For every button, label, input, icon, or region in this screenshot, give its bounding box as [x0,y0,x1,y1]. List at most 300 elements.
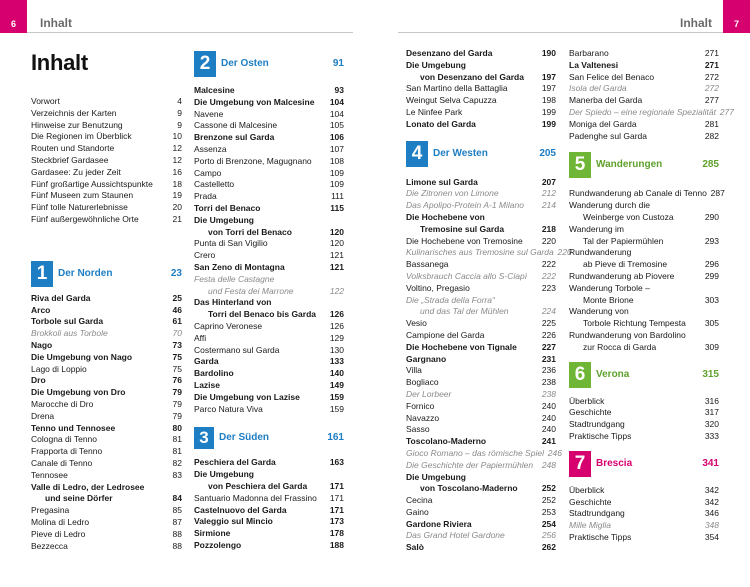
toc-entry[interactable] [194,380,344,392]
toc-entry[interactable] [31,131,182,143]
chapter-title: Der Süden [219,432,270,444]
toc-entry-label: Bezzecca [31,540,68,551]
toc-entry[interactable] [406,95,556,107]
toc-entry-label: Prada [194,191,217,202]
toc-entry-label: Gargnano [406,353,447,364]
toc-entry[interactable] [406,48,556,60]
toc-entry[interactable] [406,377,556,389]
toc-entry-label: Die Umgebung von Malcesine [194,96,315,107]
toc-entry[interactable] [406,507,556,519]
toc-entry[interactable] [194,215,344,227]
toc-entry-label: San Martino della Battaglia [406,83,508,94]
toc-entry[interactable] [31,316,182,328]
toc-entry[interactable] [406,330,556,342]
toc-entry[interactable] [31,364,182,376]
chapter-page: 315 [702,368,719,380]
toc-entry-page: 290 [704,211,719,222]
toc-entry[interactable] [31,387,182,399]
toc-entry-page: 82 [172,457,182,468]
toc-entry-page: 79 [172,387,182,398]
toc-entry[interactable] [406,436,556,448]
toc-entry[interactable] [406,495,556,507]
toc-entry[interactable] [406,306,556,318]
toc-entry[interactable] [406,354,556,366]
toc-entry[interactable] [569,60,719,72]
toc-entry-page: 296 [704,259,719,270]
toc-entry[interactable] [406,212,556,224]
toc-entry-page: 220 [541,235,556,246]
toc-entry-page: 140 [329,368,344,379]
toc-entry-page: 197 [541,83,556,94]
toc-entry[interactable] [194,540,344,552]
toc-entry-label: Das Grand Hotel Gardone [406,530,505,541]
toc-entry[interactable] [31,214,182,226]
toc-entry[interactable] [194,156,344,168]
chapter-page: 161 [327,432,344,444]
toc-entry-page: 46 [172,304,182,315]
toc-entry[interactable] [31,423,182,435]
toc-entry-page: 4 [177,96,182,106]
toc-entry-page: 212 [541,188,556,199]
toc-entry-label: Steckbrief Gardasee [31,154,109,165]
toc-entry-page: 87 [172,516,182,527]
toc-entry-label: Gaino [406,506,429,517]
toc-entry[interactable] [569,212,719,224]
toc-entry-label: Malcesine [194,85,235,95]
toc-entry-label: und Festa dei Marrone [208,285,294,296]
toc-entry[interactable] [406,177,556,189]
toc-entry-page: 109 [329,167,344,178]
toc-entry[interactable] [194,132,344,144]
toc-entry[interactable] [406,188,556,200]
toc-entry[interactable] [406,259,556,271]
toc-entry[interactable] [406,401,556,413]
toc-entry[interactable] [31,155,182,167]
toc-entry-label: Castelnuovo del Garda [194,504,287,515]
toc-entry-label: Stadtrundgang [569,508,625,519]
toc-entry-page: 231 [541,353,556,364]
toc-entry[interactable] [569,306,719,318]
toc-entry[interactable] [194,404,344,416]
toc-entry[interactable] [406,60,556,72]
toc-entry-page [164,482,182,494]
toc-entry[interactable] [406,295,556,307]
toc-entry[interactable] [31,202,182,214]
toc-entry[interactable] [31,482,182,494]
toc-entry[interactable] [194,297,344,309]
toc-entry[interactable] [194,109,344,121]
right-page-number: 7 [723,0,750,33]
toc-entry-page: 226 [541,329,556,340]
toc-entry-label: Caprino Veronese [194,320,263,331]
toc-entry[interactable] [31,470,182,482]
toc-entry-page [326,469,344,481]
toc-entry[interactable] [569,295,719,307]
toc-entry[interactable] [406,318,556,330]
toc-entry-label: Gardone Riviera [406,518,472,529]
toc-entry[interactable] [194,528,344,540]
toc-entry[interactable] [31,143,182,155]
toc-entry-page: 12 [172,143,182,154]
toc-entry-label: Lonato del Garda [406,118,476,129]
chapter-number-badge: 7 [569,451,591,477]
toc-entry[interactable] [569,419,719,431]
toc-entry[interactable] [406,224,556,236]
toc-entry[interactable] [569,407,719,419]
toc-entry-page [538,295,556,307]
toc-entry-label: Der Lorbeer [406,388,452,399]
toc-entry[interactable] [194,457,344,469]
chapter-title: Verona [596,368,630,380]
toc-entry-page: 198 [541,95,556,106]
toc-entry[interactable] [569,131,719,143]
toc-entry-page: 21 [172,213,182,224]
toc-entry[interactable] [31,529,182,541]
toc-entry[interactable] [194,469,344,481]
toc-entry[interactable] [194,238,344,250]
toc-entry[interactable] [31,399,182,411]
toc-entry-page: 129 [329,332,344,343]
toc-entry[interactable] [194,333,344,345]
toc-entry-page: 218 [541,223,556,234]
chapter-number-badge: 6 [569,362,591,388]
chapter-heading[interactable] [31,261,182,287]
toc-entry[interactable] [31,340,182,352]
toc-entry-label: Cassone di Malcesine [194,120,278,131]
toc-entry-label: Fornico [406,400,435,411]
toc-entry-page: 236 [541,365,556,376]
toc-entry[interactable] [194,516,344,528]
toc-entry[interactable] [406,200,556,212]
toc-entry[interactable] [406,460,556,472]
toc-entry[interactable] [31,352,182,364]
toc-entry[interactable] [569,224,719,236]
toc-entry-page: 293 [704,235,719,246]
toc-entry-page: 80 [172,422,182,433]
toc-entry[interactable] [406,483,556,495]
toc-entry[interactable] [406,247,572,259]
toc-entry[interactable] [569,330,719,342]
toc-entry[interactable] [194,262,344,274]
toc-entry[interactable] [194,286,344,298]
toc-entry[interactable] [406,472,556,484]
toc-entry-label: Hinweise zur Benutzung [31,119,123,130]
toc-entry-page: 252 [541,495,556,506]
toc-entry[interactable] [569,271,719,283]
toc-entry[interactable] [406,271,556,283]
toc-entry-page: 149 [329,379,344,390]
toc-entry[interactable] [569,188,725,200]
toc-entry-page: 317 [704,407,719,418]
toc-entry[interactable] [31,120,182,132]
toc-entry[interactable] [569,236,719,248]
toc-entry-page [538,60,556,72]
toc-entry[interactable] [31,96,182,108]
toc-entry[interactable] [31,411,182,423]
toc-entry[interactable] [194,85,344,97]
toc-entry-page: 342 [704,484,719,495]
toc-entry-label: Vesio [406,318,427,329]
toc-entry[interactable] [194,481,344,493]
toc-entry-label: Barbarano [569,48,609,58]
toc-entry-page: 222 [541,259,556,270]
toc-entry[interactable] [406,447,562,460]
toc-entry[interactable] [569,200,719,212]
chapter-heading[interactable] [569,451,719,477]
toc-entry-page: 271 [704,59,719,70]
toc-entry-label: Rundwanderung ab Piovere [569,270,675,281]
toc-entry-label: Pregasina [31,505,70,516]
toc-entry[interactable] [406,83,556,95]
toc-entry-page: 73 [172,339,182,350]
chapter-heading[interactable] [194,51,344,77]
toc-entry-page: 299 [704,270,719,281]
toc-entry-label: Die Hochebene von Tremosine [406,235,523,246]
toc-entry-label: Sirmione [194,528,231,539]
toc-entry[interactable] [406,107,556,119]
toc-entry-page: 320 [704,419,719,430]
toc-entry[interactable] [569,318,719,330]
toc-entry-page: 88 [172,540,182,551]
chapter-page: 205 [539,147,556,159]
toc-entry-label: Die Umgebung [194,214,254,225]
toc-entry-page: 199 [541,106,556,117]
toc-entry[interactable] [406,530,556,542]
toc-entry-label: Marocche di Dro [31,398,94,409]
toc-entry-page: 248 [541,459,556,470]
toc-entry[interactable] [31,434,182,446]
toc-column-2 [194,47,344,552]
toc-entry-label: Das Hinterland von [194,297,272,308]
chapter-heading[interactable] [569,152,719,178]
toc-entry-page: 121 [329,250,344,261]
page-title: Inhalt [31,50,88,75]
chapter-heading[interactable] [406,141,556,167]
toc-entry[interactable] [31,505,182,517]
toc-entry[interactable] [194,309,344,321]
toc-entry[interactable] [406,365,556,377]
toc-entry-page: 214 [541,200,556,211]
toc-entry[interactable] [569,431,719,443]
toc-entry[interactable] [569,497,719,509]
toc-entry[interactable] [406,542,556,554]
toc-entry[interactable] [406,283,556,295]
toc-entry-label: Isola del Garda [569,83,627,94]
toc-entry-label: Die Umgebung [406,59,466,70]
toc-entry-label: Fünf Museen zum Staunen [31,190,134,201]
toc-entry[interactable] [569,247,719,259]
toc-entry[interactable] [31,375,182,387]
toc-entry[interactable] [569,520,719,532]
toc-entry[interactable] [569,508,719,520]
toc-entry[interactable] [194,392,344,404]
toc-entry[interactable] [569,72,719,84]
toc-entry[interactable] [194,250,344,262]
toc-entry[interactable] [31,446,182,458]
toc-entry[interactable] [31,108,182,120]
toc-entry-page: 104 [329,96,344,107]
toc-entry-label: Tenno und Tennosee [31,422,116,433]
toc-entry-page: 120 [329,238,344,249]
toc-entry[interactable] [194,97,344,109]
toc-entry[interactable] [31,493,182,505]
toc-entry-page: 188 [329,539,344,550]
toc-entry[interactable] [569,532,719,544]
toc-entry-label: Die „Strada della Forra“ [406,294,495,305]
chapter-page: 341 [702,457,719,469]
toc-entry-page [326,297,344,309]
toc-entry-label: Peschiera del Garda [194,457,276,468]
toc-entry-page [701,283,719,295]
left-page-header [0,13,353,33]
toc-entry-page: 9 [177,107,182,118]
chapter-heading[interactable] [194,427,344,449]
toc-entry-label: Routen und Standorte [31,143,115,154]
toc-entry[interactable] [194,191,344,203]
toc-entry-page: 25 [172,292,182,303]
toc-entry-label: Stadtrundgang [569,419,625,430]
toc-entry[interactable] [194,274,344,286]
toc-entry-label: Porto di Brenzone, Magugnano [194,155,312,166]
toc-entry[interactable] [194,356,344,368]
toc-entry-page: 227 [541,341,556,352]
toc-entry[interactable] [569,95,719,107]
toc-entry-page: 75 [172,363,182,374]
toc-entry-label: Sasso [406,424,430,435]
toc-entry[interactable] [569,259,719,271]
toc-entry-page: 104 [329,108,344,119]
toc-entry[interactable] [31,179,182,191]
toc-entry[interactable] [31,458,182,470]
toc-entry[interactable] [31,305,182,317]
toc-entry[interactable] [194,505,344,517]
toc-entry-page: 83 [172,469,182,480]
toc-entry-page: 281 [704,118,719,129]
toc-entry-page: 105 [329,120,344,131]
toc-entry[interactable] [569,83,719,95]
toc-entry[interactable] [406,119,556,131]
toc-entry-label: Der Spiedo – eine regionale Spezialität [569,106,716,117]
toc-entry[interactable] [31,167,182,179]
toc-entry-label: Limone sul Garda [406,176,478,187]
toc-entry-label: San Felice del Benaco [569,71,655,82]
toc-entry-page: 79 [172,410,182,421]
chapter-number-badge: 2 [194,51,216,77]
toc-entry-label: Affi [194,332,207,343]
toc-entry-label: Tal der Papiermühlen [583,235,664,246]
toc-entry[interactable] [569,48,719,60]
toc-entry-label: Die Umgebung [194,469,254,480]
toc-entry[interactable] [406,342,556,354]
toc-entry-label: Lago di Loppio [31,363,87,374]
toc-entry-label: Torbole sul Garda [31,316,104,327]
toc-entry[interactable] [31,541,182,553]
toc-entry-label: Toscolano-Maderno [406,436,487,447]
toc-entry[interactable] [569,396,719,408]
toc-entry-page: 84 [172,493,182,504]
toc-entry[interactable] [31,328,182,340]
toc-entry-page: 93 [334,85,344,95]
toc-entry-label: Drena [31,410,55,421]
toc-entry[interactable] [31,293,182,305]
toc-entry-label: von Torri del Benaco [208,226,292,237]
toc-entry-label: Die Hochebene von Tignale [406,341,517,352]
toc-entry-label: Fünf tolle Naturerlebnisse [31,202,128,213]
toc-entry[interactable] [406,519,556,531]
toc-entry-label: Die Zitronen von Limone [406,188,499,199]
toc-entry-label: ab Pieve di Tremosine [583,259,668,270]
toc-entry-label: Canale di Tenno [31,457,93,468]
toc-entry-label: Pozzolengo [194,539,242,550]
toc-entry[interactable] [194,179,344,191]
toc-entry-page: 199 [541,118,556,129]
toc-entry[interactable] [406,389,556,401]
toc-entry[interactable] [31,190,182,202]
toc-entry-page: 272 [704,83,719,94]
toc-entry-label: Navene [194,108,224,119]
toc-entry[interactable] [194,368,344,380]
chapter-heading[interactable] [569,362,719,388]
toc-entry-label: Manerba del Garda [569,95,643,106]
toc-entry-label: Lazise [194,379,220,390]
toc-entry-page: 76 [172,375,182,386]
toc-entry-label: Rundwanderung [569,247,632,258]
toc-entry-label: Navazzo [406,412,440,423]
toc-entry[interactable] [194,493,344,505]
toc-entry-page: 271 [704,48,719,58]
chapter-page: 285 [702,159,719,171]
left-running-title: Inhalt [40,16,72,30]
toc-entry-label: La Valtenesi [569,59,619,70]
toc-entry[interactable] [194,345,344,357]
toc-entry-page: 287 [710,188,725,199]
toc-entry-label: Bassanega [406,259,449,270]
toc-entry-label: Moniga del Garda [569,118,637,129]
toc-entry-page: 282 [704,130,719,141]
toc-entry-label: von Desenzano del Garda [420,71,524,82]
toc-entry-page: 81 [172,434,182,445]
toc-entry-label: Gardasee: Zu jeder Zeit [31,166,121,177]
toc-entry[interactable] [194,144,344,156]
toc-entry-label: Padenghe sul Garda [569,130,647,141]
toc-entry[interactable] [406,413,556,425]
toc-entry[interactable] [194,321,344,333]
toc-entry[interactable] [406,236,556,248]
toc-entry[interactable] [406,424,556,436]
toc-entry-page: 18 [172,178,182,189]
toc-entry-label: Das Apolipo-Protein A-1 Milano [406,200,524,211]
toc-entry-label: Costermano sul Garda [194,344,280,355]
toc-entry[interactable] [194,203,344,215]
toc-entry-page: 126 [329,309,344,320]
toc-entry[interactable] [194,120,344,132]
toc-entry[interactable] [569,119,719,131]
toc-entry[interactable] [406,72,556,84]
toc-entry[interactable] [569,283,719,295]
toc-entry[interactable] [569,106,734,119]
toc-entry-label: Monte Brione [583,294,634,305]
toc-entry[interactable] [194,227,344,239]
toc-entry[interactable] [194,168,344,180]
toc-entry-label: Torbole Richtung Tempesta [583,318,686,329]
toc-entry[interactable] [569,485,719,497]
toc-entry[interactable] [569,342,719,354]
toc-entry-page: 348 [704,520,719,531]
toc-entry[interactable] [31,517,182,529]
chapter-title: Der Westen [433,147,488,159]
toc-entry-page: 253 [541,506,556,517]
right-running-title: Inhalt [680,16,712,30]
